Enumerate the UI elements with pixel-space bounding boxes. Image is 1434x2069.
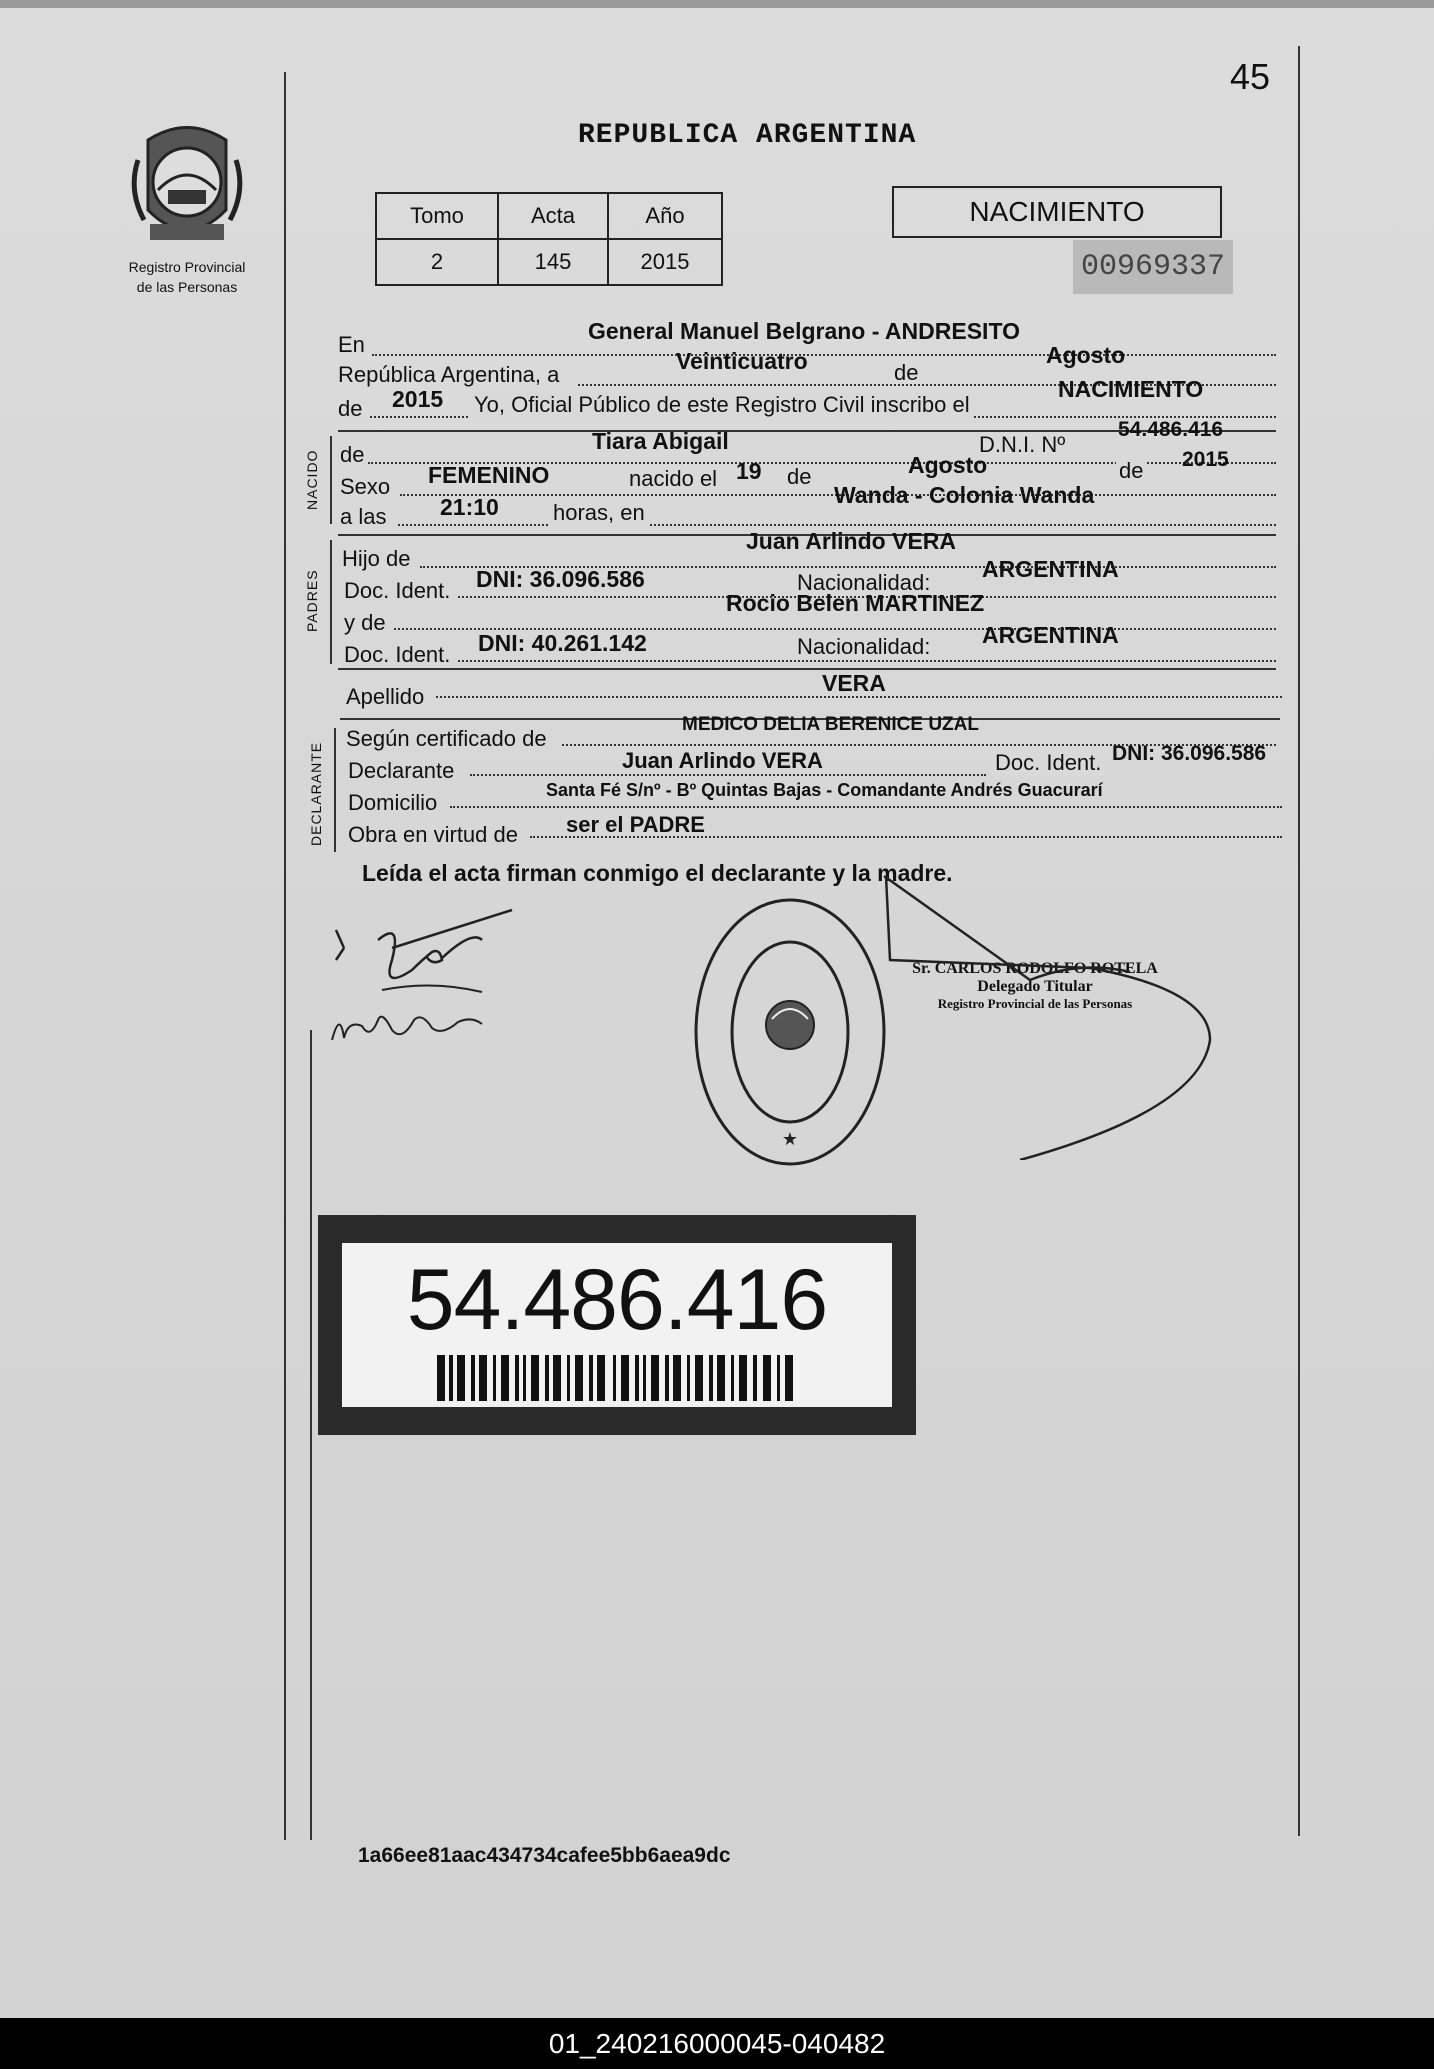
obra-label: Obra en virtud de: [348, 822, 518, 847]
tomo-value: 2: [376, 239, 498, 285]
obra-value: ser el PADRE: [566, 812, 705, 837]
de-label: de: [894, 360, 919, 385]
certificado-value: MEDICO DELIA BERENICE UZAL: [682, 714, 979, 735]
inscribe-value: NACIMIENTO: [1058, 376, 1204, 402]
section-separator: [338, 668, 1276, 670]
official-role: Delegado Titular: [977, 978, 1093, 995]
en-label: En: [338, 332, 365, 357]
nacido-anio-value: 2015: [1182, 448, 1229, 471]
nacido-label: nacido el: [626, 466, 720, 492]
record-type-box: NACIMIENTO: [892, 186, 1222, 238]
segun-label: Según certificado de: [346, 726, 547, 751]
closing-statement: Leída el acta firman conmigo el declarante y la madre.: [362, 860, 953, 886]
dni-barcode-label: [318, 1215, 916, 1435]
nacido-dia-value: 19: [736, 458, 762, 484]
nac-label: Nacionalidad:: [794, 570, 933, 596]
barcode-bars-icon: [437, 1355, 797, 1401]
madre-value: Rocio Belen MARTINEZ: [726, 590, 985, 616]
declarante-value: Juan Arlindo VERA: [622, 748, 823, 773]
declarante-section-label: DECLARANTE: [308, 741, 324, 846]
padres-bracket: [330, 540, 332, 664]
sexo-value: FEMENINO: [428, 462, 550, 488]
hora-value: 21:10: [440, 494, 499, 520]
yo-label: Yo, Oficial Público de este Registro Civil inscribo el: [470, 392, 974, 418]
dotted-line: [470, 774, 986, 776]
alas-label: a las: [340, 504, 387, 529]
official-seal-icon: [692, 895, 888, 1169]
declarante-bracket: [334, 728, 336, 852]
apellido-value: VERA: [822, 670, 886, 696]
mes-value: Agosto: [1046, 342, 1126, 368]
official-org: Registro Provincial de las Personas: [937, 996, 1133, 1011]
nac-label: Nacionalidad:: [794, 634, 933, 660]
barcode-number: 54.486.416: [406, 1252, 828, 1348]
footer-id: 01_240216000045-040482: [0, 2018, 1434, 2069]
de-label: de: [1116, 458, 1146, 484]
dotted-line: [398, 524, 1276, 526]
horas-label: horas, en: [550, 500, 648, 526]
dni-value: 54.486.416: [1118, 418, 1224, 441]
padres-section-label: PADRES: [304, 569, 320, 632]
serial-number: 00969337: [1073, 240, 1233, 294]
anio-value: 2015: [392, 386, 444, 412]
misiones-crest-icon: [128, 120, 246, 250]
doc-label: Doc. Ident.: [344, 642, 451, 667]
left-inner-line: [310, 1030, 312, 1840]
nacido-mes-value: Agosto: [908, 452, 988, 478]
dni-label: D.N.I. Nº: [976, 432, 1068, 458]
sexo-label: Sexo: [340, 474, 391, 499]
apellido-label: Apellido: [346, 684, 425, 709]
domicilio-value: Santa Fé S/nº - Bº Quintas Bajas - Comandante Andrés Guacurarí: [546, 780, 1103, 800]
nacido-lugar-value: Wanda - Colonia Wanda: [834, 482, 1095, 508]
doc-label: Doc. Ident.: [992, 750, 1104, 776]
barcode-inner: [342, 1243, 892, 1407]
dotted-line: [450, 806, 1282, 808]
declarante-doc-value: DNI: 36.096.586: [1112, 742, 1267, 765]
republica-label: República Argentina, a: [338, 362, 560, 387]
padre-doc-value: DNI: 36.096.586: [476, 566, 645, 592]
anio-value: 2015: [608, 239, 722, 285]
left-margin-line: [284, 72, 286, 1840]
dotted-line: [458, 660, 1276, 662]
scan-top-strip: [0, 0, 1434, 8]
doc-label: Doc. Ident.: [344, 578, 451, 603]
nombre-value: Tiara Abigail: [592, 428, 729, 454]
page-number: 45: [1230, 56, 1271, 97]
signature-father-icon: [322, 900, 522, 1060]
svg-text:★: ★: [781, 1129, 799, 1149]
document-hash: 1a66ee81aac434734cafee5bb6aea9dc: [358, 1844, 731, 1867]
padre-nac-value: ARGENTINA: [982, 556, 1119, 582]
dia-value: Veinticuatro: [676, 348, 808, 374]
nacido-bracket: [330, 436, 332, 524]
domicilio-label: Domicilio: [348, 790, 438, 815]
tomo-acta-anio-table: [375, 192, 723, 286]
anio-header: Año: [608, 193, 722, 239]
de-label-2: de: [338, 396, 363, 421]
tomo-header: Tomo: [376, 193, 498, 239]
lugar-value: General Manuel Belgrano - ANDRESITO: [588, 318, 1020, 344]
madre-nac-value: ARGENTINA: [982, 622, 1119, 648]
acta-value: 145: [498, 239, 608, 285]
yde-label: y de: [344, 610, 386, 635]
madre-doc-value: DNI: 40.261.142: [478, 630, 647, 656]
de-label: de: [340, 442, 365, 467]
de-label: de: [784, 464, 814, 490]
declarante-label: Declarante: [348, 758, 455, 783]
document-title: REPUBLICA ARGENTINA: [578, 120, 917, 151]
padre-value: Juan Arlindo VERA: [746, 528, 956, 554]
acta-header: Acta: [498, 193, 608, 239]
misiones-logo: [128, 120, 246, 295]
official-signature-icon: [880, 860, 1220, 1160]
nacido-section-label: NACIDO: [304, 449, 320, 510]
hijo-label: Hijo de: [342, 546, 411, 571]
logo-caption-1: Registro Provincial: [128, 259, 246, 275]
logo-caption-2: de las Personas: [136, 279, 238, 295]
right-margin-line: [1298, 46, 1300, 1836]
official-name: Sr. CARLOS RODOLFO ROTELA: [912, 960, 1158, 977]
dotted-line: [372, 354, 1276, 356]
